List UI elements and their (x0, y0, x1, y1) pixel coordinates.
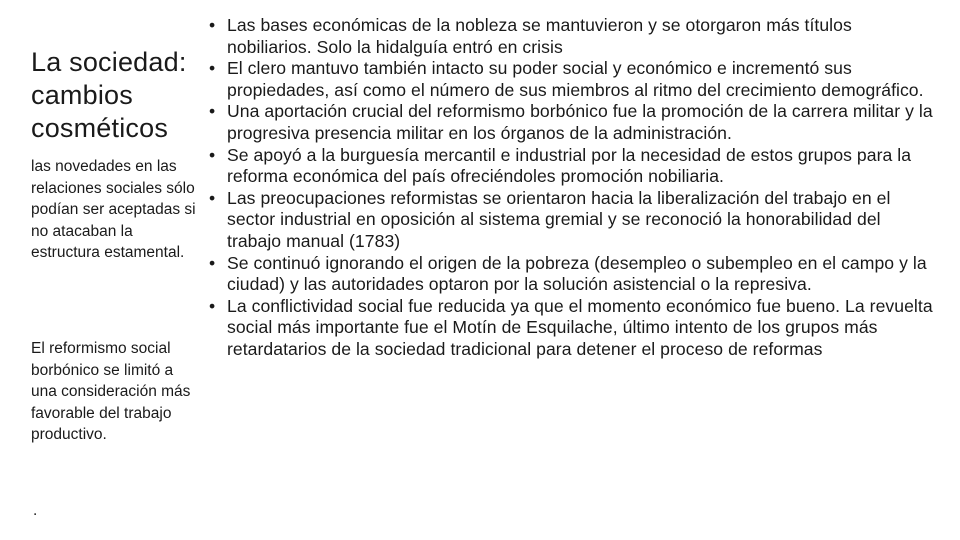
bullet-text: El clero mantuvo también intacto su poder social y económico e incrementó sus propiedades, así como el número de sus miembros al ritmo del crecimiento demográfico. (227, 58, 924, 100)
bullet-item (209, 296, 937, 361)
bullet-item (209, 101, 937, 144)
bullet-icon: • (209, 187, 216, 208)
footer-dot: . (33, 502, 38, 519)
title-line: cambios (31, 80, 133, 110)
bullet-icon: • (209, 101, 216, 122)
bullet-item (209, 58, 937, 101)
bullet-icon: • (209, 144, 216, 165)
bullet-item (209, 253, 937, 296)
bullet-text: La conflictividad social fue reducida ya que el momento económico fue bueno. La revuelta social más importante fue el Motín de Esquilache, último intento de los grupos más retardatarios de la sociedad tradicional para detener el proceso de reformas (227, 295, 933, 359)
title-block (31, 46, 201, 145)
bullet-item (209, 145, 937, 188)
slide-title (31, 46, 201, 145)
side-paragraph: El reformismo social borbónico se limitó a una consideración más favorable del trabajo productivo. (31, 340, 191, 444)
bullet-text: Una aportación crucial del reformismo borbónico fue la promoción de la carrera militar y la progresiva presencia militar en los órganos de la administración. (227, 101, 933, 143)
bullet-item (209, 188, 937, 253)
bullet-text: Las bases económicas de la nobleza se mantuvieron y se otorgaron más títulos nobiliarios. Solo la hidalguía entró en crisis (227, 15, 852, 57)
bullet-icon: • (209, 58, 216, 79)
bullet-text: Las preocupaciones reformistas se orientaron hacia la liberalización del trabajo en el sector industrial en oposición al sistema gremial y se reconoció la honorabilidad del trabajo manual (1783) (227, 187, 891, 251)
bullet-list (209, 15, 937, 361)
bullet-icon: • (209, 295, 216, 316)
side-paragraph: las novedades en las relaciones sociales sólo podían ser aceptadas si no atacaban la estructura estamental. (31, 158, 196, 262)
bullet-text: Se continuó ignorando el origen de la pobreza (desempleo o subempleo en el campo y la ciudad) y las autoridades optaron por la solución asistencial o la represiva. (227, 252, 927, 295)
title-line: cosméticos (31, 113, 169, 143)
bullet-icon: • (209, 15, 216, 35)
bullet-item (209, 15, 937, 58)
title-line: La sociedad: (31, 47, 187, 77)
bullet-icon: • (209, 252, 216, 273)
bullet-text: Se apoyó a la burguesía mercantil e industrial por la necesidad de estos grupos para la reforma económica del país ofreciéndoles promoción nobiliaria. (227, 144, 912, 187)
